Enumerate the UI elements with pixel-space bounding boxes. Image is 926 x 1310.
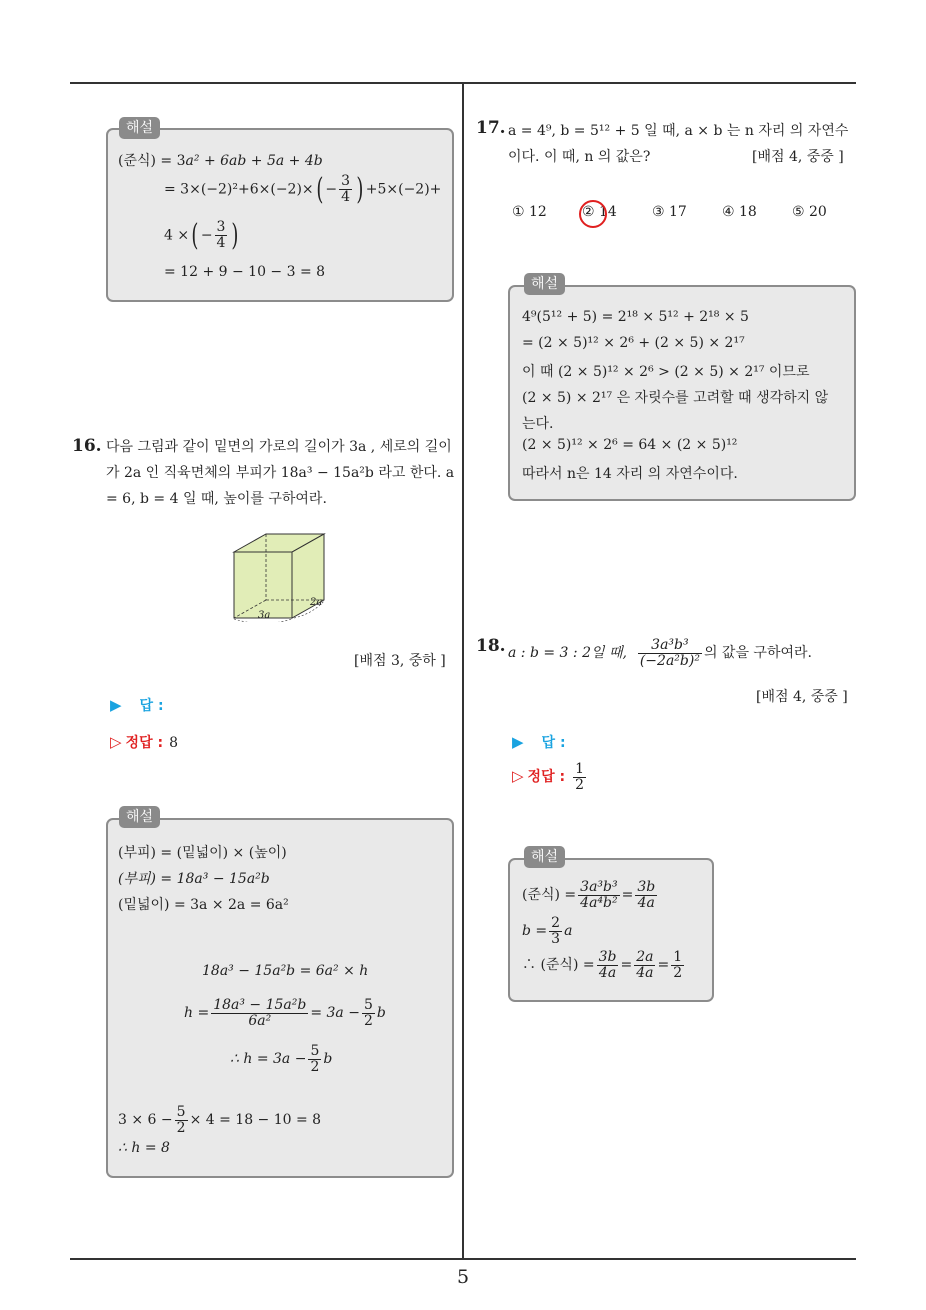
solution-line-1: (부피) = (밑넓이) × (높이) xyxy=(118,845,287,861)
bottom-rule xyxy=(70,1258,856,1260)
solution-box-18 xyxy=(508,858,714,1002)
solution-line-2: = (2 × 5)¹² × 2⁶ + (2 × 5) × 2¹⁷ xyxy=(522,335,745,351)
solution-line-2: (부피) = 18a³ − 15a²b xyxy=(118,871,270,887)
solution-line-2: b = $\frac{2}{3}$ a xyxy=(522,915,573,947)
solution-line-5: h = $\frac{\text{18a³ − 15a²b}}{\text{6a²}}$ = 3a − $\frac{5}{2}$ b xyxy=(184,997,386,1029)
question-18-meta: [배점 4, 중중 ] xyxy=(756,689,848,705)
solution-tag: 해설 xyxy=(119,806,160,828)
correct-answer-16: ▷ 정답 : 8 xyxy=(110,733,178,751)
play-icon: ▶ xyxy=(512,733,524,751)
solution-line-8: ∴ h = 8 xyxy=(118,1140,170,1156)
choice-1[interactable]: ① 12 xyxy=(512,204,547,220)
answer-line-18: ▶ 답 : xyxy=(512,733,566,751)
solution-line-3: ∴ (준식) = $\frac{3b}{4a}$ = $\frac{2a}{4a}$ = $\frac{1}{2}$ xyxy=(522,949,683,981)
question-text-17-line2: 이다. 이 때, n 의 값은? xyxy=(508,149,651,165)
solution-line-7: 따라서 n은 14 자리 의 자연수이다. xyxy=(522,466,738,482)
solution-line-1: (준식) = $\frac{\text{3a³b³}}{\text{4a⁴b²}}$ = $\frac{3b}{4a}$ xyxy=(522,879,656,911)
solution-box-15 xyxy=(106,128,454,302)
question-17-meta: [배점 4, 중중 ] xyxy=(752,149,844,165)
solution-box-17 xyxy=(508,285,856,501)
question-text-17-line1: a = 4⁹, b = 5¹² + 5 일 때, a × b 는 n 자리 의 자연수 xyxy=(508,123,849,139)
choice-4[interactable]: ④ 18 xyxy=(722,204,757,220)
hollow-triangle-icon: ▷ xyxy=(110,733,122,751)
solution-line-2: = 3×(−2)²+6×(−2)×( − $\frac{3}{4}$ ) +5×(−2)+ xyxy=(164,172,442,207)
solution-line-1: (준식) = 3a² + 6ab + 5a + 4b xyxy=(118,153,323,169)
solution-tag: 해설 xyxy=(119,117,160,139)
solution-line-6: (2 × 5)¹² × 2⁶ = 64 × (2 × 5)¹² xyxy=(522,437,738,453)
solution-tag: 해설 xyxy=(524,846,565,868)
question-number-18: 18. xyxy=(476,636,506,656)
choice-5[interactable]: ⑤ 20 xyxy=(792,204,827,220)
solution-tag: 해설 xyxy=(524,273,565,295)
solution-line-4: 18a³ − 15a²b = 6a² × h xyxy=(202,963,369,979)
question-number-16: 16. xyxy=(72,436,102,456)
play-icon: ▶ xyxy=(110,696,122,714)
question-16-meta: [배점 3, 중하 ] xyxy=(354,653,446,669)
solution-line-7: 3 × 6 − $\frac{5}{2}$ × 4 = 18 − 10 = 8 xyxy=(118,1104,322,1136)
solution-line-4: = 12 + 9 − 10 − 3 = 8 xyxy=(164,264,326,280)
solution-line-3: 이 때 (2 × 5)¹² × 2⁶ > (2 × 5) × 2¹⁷ 이므로 xyxy=(522,364,810,380)
question-number-17: 17. xyxy=(476,118,506,138)
figure-label-depth: 2a xyxy=(310,597,323,608)
solution-line-3: 4 ×( − $\frac{3}{4}$ ) xyxy=(164,218,239,253)
solution-line-4: (2 × 5) × 2¹⁷ 은 자릿수를 고려할 때 생각하지 않 xyxy=(522,390,829,406)
column-divider xyxy=(462,83,464,1259)
selected-answer-circle xyxy=(579,200,607,228)
question-text-16: 다음 그림과 같이 밑면의 가로의 길이가 3a , 세로의 길이가 2a 인 직육면체의 부피가 18a³ − 15a²b 라고 한다. a = 6, b = 4 일 때, 높이를 구하여라. xyxy=(106,439,455,507)
solution-line-6: ∴ h = 3a − $\frac{5}{2}$ b xyxy=(230,1043,333,1075)
solution-line-3: (밑넓이) = 3a × 2a = 6a² xyxy=(118,897,289,913)
hollow-triangle-icon: ▷ xyxy=(512,767,524,786)
cuboid-figure xyxy=(226,532,346,622)
solution-line-1: 4⁹(5¹² + 5) = 2¹⁸ × 5¹² + 2¹⁸ × 5 xyxy=(522,309,749,325)
choice-2[interactable]: ② 14 xyxy=(582,204,617,220)
choice-3[interactable]: ③ 17 xyxy=(652,204,687,220)
question-text-18: a : b = 3 : 2일 때, $\frac{\text{3a³b³}}{\text{(−2a²b)²}}$ 의 값을 구하여라. xyxy=(508,637,812,669)
solution-box-16 xyxy=(106,818,454,1178)
solution-line-5: 는다. xyxy=(522,416,554,432)
correct-answer-18: ▷ 정답 : $\frac{1}{2}$ xyxy=(512,761,584,793)
answer-line-16: ▶ 답 : xyxy=(110,696,164,714)
figure-label-width: 3a xyxy=(258,610,271,621)
page-number: 5 xyxy=(456,1266,470,1288)
